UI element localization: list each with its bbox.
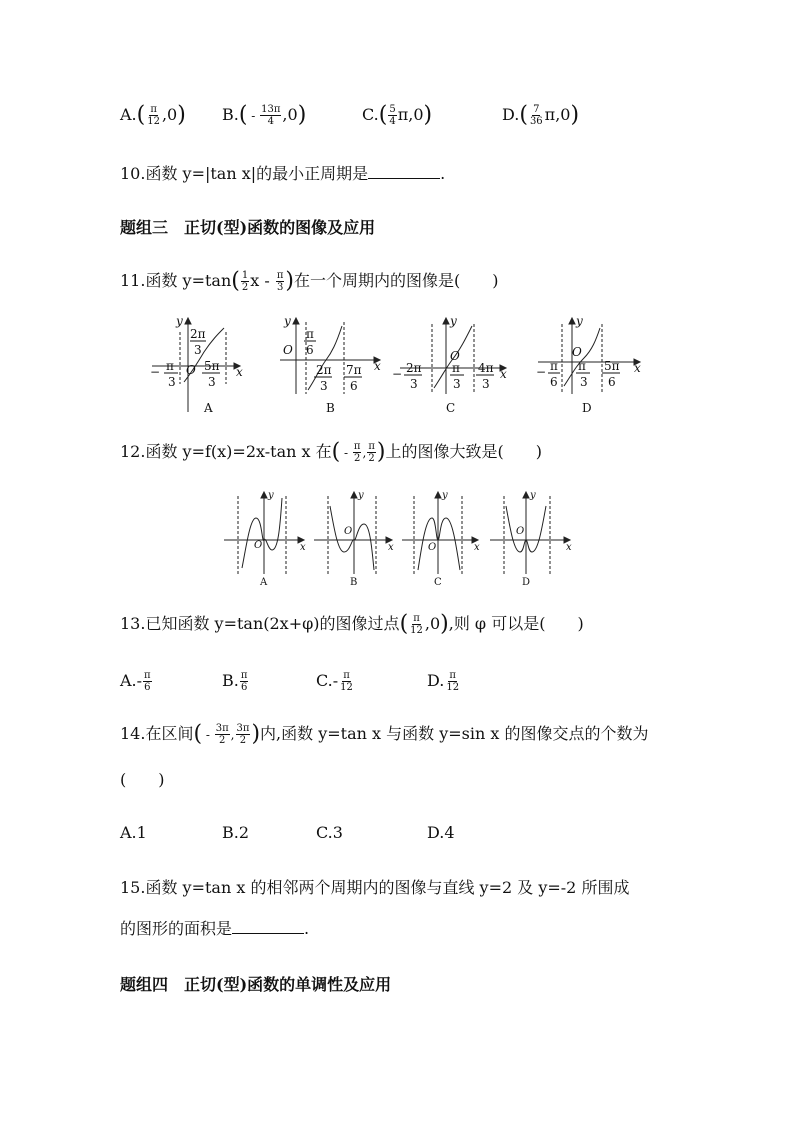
svg-text:3: 3 [168, 375, 176, 389]
section-heading-group4: 题组四 正切(型)函数的单调性及应用 [120, 975, 392, 994]
q13-option-b: B. $\frac{\pi}{6}$ [222, 670, 248, 693]
svg-text:x: x [374, 359, 381, 373]
svg-text:C: C [434, 577, 442, 588]
graph-a [224, 492, 304, 574]
q14-option-b: B.2 [222, 823, 250, 842]
svg-text:5π: 5π [204, 359, 220, 373]
svg-text:6: 6 [306, 343, 314, 357]
fraction: $\frac{\pi}{2}$ [353, 441, 361, 464]
graph-d [490, 492, 570, 574]
svg-text:B: B [350, 577, 358, 588]
svg-text:π: π [550, 359, 558, 373]
svg-text:D: D [522, 577, 531, 588]
q14-option-d: D.4 [427, 823, 455, 842]
svg-text:4π: 4π [478, 361, 494, 375]
svg-text:π: π [452, 361, 460, 375]
svg-text:7π: 7π [346, 363, 362, 377]
svg-text:O: O [283, 343, 293, 357]
svg-text:x: x [236, 365, 243, 379]
question-15-line2: 的图形的面积是 . [120, 919, 310, 938]
q11-graphs [140, 312, 660, 418]
svg-text:A: A [204, 401, 213, 415]
svg-text:5π: 5π [604, 359, 620, 373]
svg-text:x: x [500, 367, 507, 381]
svg-text:y: y [576, 314, 583, 328]
answer-blank [368, 164, 440, 179]
svg-text:2π: 2π [190, 327, 206, 341]
fraction: $\frac{1}{2}$ [241, 270, 249, 293]
fraction: $\frac{7}{36}$ [529, 104, 543, 127]
svg-text:O: O [450, 349, 460, 363]
q14-answer-paren: ( ) [120, 770, 165, 789]
svg-text:2π: 2π [316, 363, 332, 377]
svg-text:O: O [428, 542, 437, 553]
svg-text:π: π [166, 359, 174, 373]
svg-text:D: D [582, 401, 592, 415]
svg-text:6: 6 [350, 379, 358, 393]
q14-option-a: A.1 [120, 823, 147, 842]
svg-text:3: 3 [208, 375, 216, 389]
fraction: $\frac{13\pi}{4}$ [261, 104, 281, 127]
svg-text:3: 3 [410, 377, 418, 391]
svg-text:O: O [186, 363, 196, 377]
question-10: 10.函数 y=|tan x|的最小正周期是 . [120, 164, 446, 183]
svg-text:−: − [150, 365, 161, 379]
svg-text:A: A [260, 577, 268, 588]
answer-blank [232, 919, 304, 934]
q13-option-d: D. $\frac{\pi}{12}$ [427, 670, 460, 693]
fraction: $\frac{3\pi}{2}$ [215, 723, 229, 746]
svg-text:x: x [566, 542, 572, 553]
q14-option-c: C.3 [316, 823, 343, 842]
svg-text:y: y [268, 490, 274, 501]
fraction: $\frac{5}{4}$ [389, 104, 396, 127]
svg-text:π: π [306, 327, 314, 341]
fraction: $\frac{\pi}{12}$ [410, 613, 423, 636]
fraction: $\frac{\pi}{3}$ [276, 270, 284, 293]
fraction: $\frac{3\pi}{2}$ [236, 723, 250, 746]
fraction: $\frac{\pi}{2}$ [368, 441, 375, 464]
svg-text:3: 3 [320, 379, 328, 393]
svg-text:x: x [300, 542, 306, 553]
svg-text:−: − [536, 365, 547, 379]
svg-text:x: x [388, 542, 394, 553]
svg-text:O: O [572, 345, 582, 359]
svg-text:B: B [326, 401, 335, 415]
q9-option-b: B.( - $\frac{13\pi}{4}$ ,0) [222, 102, 307, 128]
q13-option-c: C.- $\frac{\pi}{12}$ [316, 670, 353, 693]
q9-option-c: C.( $\frac{5}{4}$ π,0) [362, 102, 433, 128]
fraction: $\frac{\pi}{12}$ [147, 104, 160, 127]
svg-text:y: y [530, 490, 536, 501]
question-12: 12.函数 y=f(x)=2x-tan x 在( - $\frac{\pi}{2}$ , $\frac{\pi}{2}$ )上的图像大致是( ) [120, 439, 542, 465]
svg-text:C: C [446, 401, 456, 415]
graph-b [280, 318, 380, 394]
svg-text:y: y [358, 490, 364, 501]
svg-text:y: y [450, 314, 457, 328]
svg-text:x: x [474, 542, 480, 553]
question-13: 13.已知函数 y=tan(2x+φ)的图像过点( $\frac{\pi}{12}$ ,0),则 φ 可以是( ) [120, 611, 584, 637]
svg-text:x: x [634, 361, 641, 375]
q9-option-a: A.( $\frac{\pi}{12}$ ,0) [120, 102, 186, 128]
svg-text:3: 3 [580, 375, 588, 389]
question-15-line1: 15.函数 y=tan x 的相邻两个周期内的图像与直线 y=2 及 y=-2 所围成 [120, 878, 630, 897]
svg-text:2π: 2π [406, 361, 422, 375]
q12-graphs [220, 488, 580, 588]
section-heading-group3: 题组三 正切(型)函数的图像及应用 [120, 218, 376, 237]
svg-text:y: y [176, 314, 183, 328]
graph-c [402, 492, 478, 574]
q9-option-d: D.( $\frac{7}{36}$ π,0) [502, 102, 580, 128]
svg-text:O: O [344, 526, 353, 537]
svg-text:6: 6 [608, 375, 616, 389]
svg-text:6: 6 [550, 375, 558, 389]
svg-text:O: O [254, 540, 263, 551]
svg-text:3: 3 [453, 377, 461, 391]
graph-b [314, 492, 392, 574]
svg-text:π: π [578, 359, 586, 373]
svg-text:O: O [516, 526, 525, 537]
question-14: 14.在区间( - $\frac{3\pi}{2}$ , $\frac{3\pi}{2}$ )内,函数 y=tan x 与函数 y=sin x 的图像交点的个数为 [120, 721, 649, 747]
question-11: 11.函数 y=tan( $\frac{1}{2}$ x - $\frac{\pi}{3}$ )在一个周期内的图像是( ) [120, 268, 499, 294]
q13-option-a: A.- $\frac{\pi}{6}$ [120, 670, 151, 693]
svg-text:3: 3 [482, 377, 490, 391]
svg-text:y: y [284, 314, 291, 328]
svg-text:−: − [392, 367, 403, 381]
svg-text:3: 3 [194, 343, 202, 357]
svg-text:y: y [442, 490, 448, 501]
